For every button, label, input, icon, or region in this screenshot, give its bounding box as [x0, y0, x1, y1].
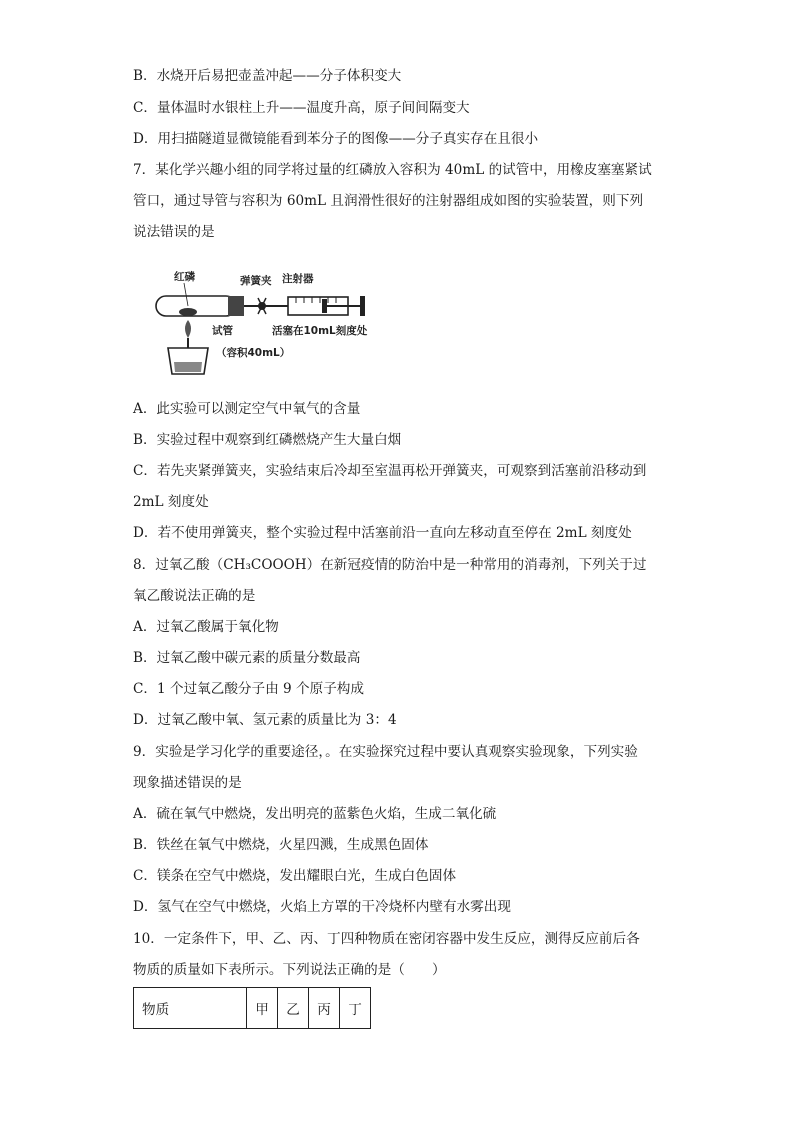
syringe-piston	[322, 299, 327, 313]
table-header-cell: 丁	[340, 988, 371, 1029]
table-header-cell: 乙	[278, 988, 309, 1029]
q7-stem-line-3: 说法错误的是	[133, 224, 215, 240]
q8-option-d: D．过氧乙酸中氧、氢元素的质量比为 3：4	[133, 712, 397, 728]
mass-table	[133, 987, 371, 1029]
q8-option-b: B．过氧乙酸中碳元素的质量分数最高	[133, 650, 361, 666]
q6-option-d: D．用扫描隧道显微镜能看到苯分子的图像——分子真实存在且很小	[133, 131, 539, 147]
apparatus-figure	[146, 262, 378, 382]
q8-option-a: A．过氧乙酸属于氧化物	[133, 619, 279, 635]
q9-stem-line-2: 现象描述错误的是	[133, 775, 242, 791]
q7-stem-line-1: 7．某化学兴趣小组的同学将过量的红磷放入容积为 40mL 的试管中，用橡皮塞塞紧试	[133, 162, 652, 178]
label-syringe: 注射器	[282, 273, 314, 285]
q8-stem-line-2: 氧乙酸说法正确的是	[133, 588, 256, 604]
q10-stem-line-1: 10．一定条件下，甲、乙、丙、丁四种物质在密闭容器中发生反应，测得反应前后各	[133, 931, 640, 947]
q7-option-c-line-2: 2mL 刻度处	[133, 494, 209, 510]
apparatus-diagram	[146, 262, 378, 382]
q7-stem-line-2: 管口，通过导管与容积为 60mL 且润滑性很好的注射器组成如图的实验装置，则下列	[133, 193, 644, 209]
q8-option-c: C．1 个过氧乙酸分子由 9 个原子构成	[133, 681, 364, 697]
q9-option-c: C．镁条在空气中燃烧，发出耀眼白光，生成白色固体	[133, 868, 457, 884]
piston-handle	[360, 296, 365, 316]
q9-option-b: B．铁丝在氧气中燃烧，火星四溅，生成黑色固体	[133, 837, 429, 853]
label-red-phosphorus: 红磷	[174, 271, 195, 283]
label-spring-clamp: 弹簧夹	[240, 275, 272, 287]
q9-option-d: D．氢气在空气中燃烧，火焰上方罩的干冷烧杯内壁有水雾出现	[133, 899, 511, 915]
q9-stem-line-1: 9．实验是学习化学的重要途径，。在实验探究过程中要认真观察实验现象，下列实验	[133, 744, 638, 760]
rubber-stopper	[228, 296, 244, 316]
q6-option-c: C．量体温时水银柱上升——温度升高，原子间间隔变大	[133, 100, 470, 116]
q9-option-a: A．硫在氧气中燃烧，发出明亮的蓝紫色火焰，生成二氧化硫	[133, 806, 497, 822]
label-tube-volume: （容积40mL）	[216, 347, 291, 359]
q7-option-c-line-1: C．若先夹紧弹簧夹，实验结束后冷却至室温再松开弹簧夹，可观察到活塞前沿移动到	[133, 463, 647, 479]
q7-option-b: B．实验过程中观察到红磷燃烧产生大量白烟	[133, 432, 402, 448]
label-piston: 活塞在10mL刻度处	[272, 325, 368, 337]
table-header-cell: 物质	[134, 988, 247, 1029]
label-test-tube: 试管	[212, 325, 233, 337]
flame-icon	[185, 320, 191, 338]
q10-stem-line-2: 物质的质量如下表所示。下列说法正确的是（ ）	[133, 962, 446, 978]
red-phosphorus-shape	[179, 308, 197, 316]
table-header-cell: 甲	[247, 988, 278, 1029]
q6-option-b: B．水烧开后易把壶盖冲起——分子体积变大	[133, 68, 402, 84]
q7-option-a: A．此实验可以测定空气中氧气的含量	[133, 401, 361, 417]
table-row	[134, 988, 371, 1029]
table-header-cell: 丙	[309, 988, 340, 1029]
q8-stem-line-1: 8．过氧乙酸（CH₃COOOH）在新冠疫情的防治中是一种常用的消毒剂，下列关于过	[133, 557, 647, 573]
q7-option-d: D．若不使用弹簧夹，整个实验过程中活塞前沿一直向左移动直至停在 2mL 刻度处	[133, 525, 632, 541]
